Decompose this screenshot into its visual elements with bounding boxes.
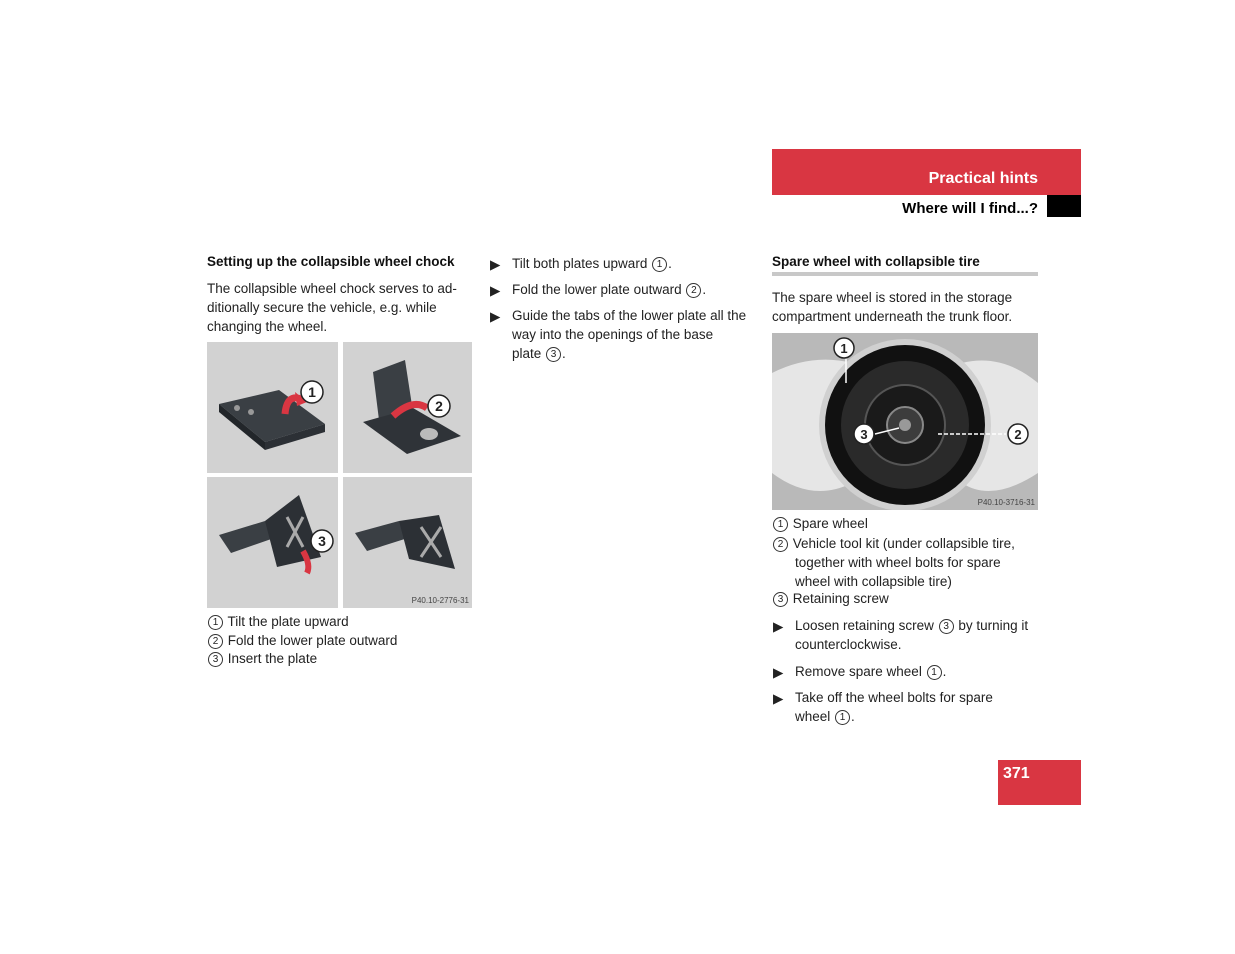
callout-number: 2 [773, 537, 788, 552]
intro-line: The collapsible wheel chock serves to ad- [207, 281, 457, 296]
step-end: . [562, 346, 566, 361]
caption-text: Insert the plate [227, 651, 318, 666]
caption-text: Vehicle tool kit (under collapsible tire, [792, 536, 1015, 551]
caption-text: wheel with collapsible tire) [795, 574, 952, 589]
step-text: Fold the lower plate outward [512, 282, 686, 297]
step-text: by turning it [954, 618, 1029, 633]
step-end: . [851, 709, 855, 724]
image-code: P40.10-2776-31 [411, 596, 469, 605]
caption-text: Fold the lower plate outward [227, 633, 398, 648]
svg-text:1: 1 [308, 384, 316, 400]
subsection-title: Where will I find...? [902, 200, 1038, 217]
step-item [490, 306, 762, 363]
step-text: plate [512, 346, 546, 361]
callout-ref: 3 [546, 347, 561, 362]
step-item [490, 254, 762, 273]
callout-ref: 3 [939, 619, 954, 634]
caption-text: Tilt the plate upward [227, 614, 349, 629]
triangle-right-icon: ▶ [773, 619, 784, 634]
svg-text:2: 2 [1014, 427, 1022, 442]
chock-step3-image [207, 477, 338, 608]
caption-text: together with wheel bolts for spare [795, 555, 1001, 570]
step-end: . [668, 256, 672, 271]
spare-wheel-image [772, 333, 1038, 510]
callout-ref: 2 [686, 283, 701, 298]
triangle-right-icon: ▶ [490, 283, 501, 298]
caption-item [207, 651, 317, 667]
chock-step2-image [343, 342, 472, 473]
callout-number: 3 [208, 652, 223, 667]
caption-item [207, 633, 397, 649]
step-end: . [702, 282, 707, 297]
step-text: wheel [795, 709, 835, 724]
callout-ref: 1 [652, 257, 667, 272]
section-title: Practical hints [928, 170, 1038, 187]
step-item [490, 280, 762, 299]
callout-ref: 1 [927, 665, 942, 680]
step-text: Tilt both plates upward [512, 256, 652, 271]
step-text: Guide the tabs of the lower plate all the [512, 308, 747, 323]
heading-rule [772, 272, 1038, 276]
step-item [773, 662, 1045, 681]
caption-item [772, 591, 889, 607]
intro-line: compartment underneath the trunk floor. [772, 309, 1013, 324]
step-text: Loosen retaining screw [795, 618, 938, 633]
svg-text:1: 1 [840, 341, 848, 356]
triangle-right-icon: ▶ [490, 257, 501, 272]
chock-step1-image [207, 342, 338, 473]
caption-text: Spare wheel [792, 516, 868, 531]
triangle-right-icon: ▶ [773, 691, 784, 706]
wheel-chock-intro [207, 279, 477, 336]
step-text: counterclockwise. [795, 637, 902, 652]
intro-line: ditionally secure the vehicle, e.g. while [207, 300, 437, 315]
step-text: way into the openings of the base [512, 327, 714, 342]
intro-line: changing the wheel. [207, 319, 328, 334]
caption-item [207, 614, 349, 630]
svg-text:3: 3 [860, 427, 868, 442]
callout-number: 1 [208, 615, 223, 630]
step-text: Remove spare wheel [795, 664, 926, 679]
caption-item [772, 534, 1015, 591]
step-item [773, 616, 1045, 654]
header-marker [1047, 195, 1081, 217]
callout-number: 3 [773, 592, 788, 607]
caption-text: Retaining screw [792, 591, 889, 606]
callout-number: 1 [773, 517, 788, 532]
callout-ref: 1 [835, 710, 850, 725]
intro-line: The spare wheel is stored in the storage [772, 290, 1013, 305]
step-text: Take off the wheel bolts for spare [795, 690, 993, 705]
step-text: . [942, 664, 947, 679]
chock-step4-image [343, 477, 472, 608]
step-item [773, 688, 1045, 726]
spare-wheel-heading: Spare wheel with collapsible tire [772, 254, 980, 269]
svg-text:2: 2 [435, 398, 443, 414]
callout-number: 2 [208, 634, 223, 649]
triangle-right-icon: ▶ [773, 665, 784, 680]
caption-item [772, 516, 868, 532]
triangle-right-icon: ▶ [490, 309, 501, 324]
svg-text:3: 3 [318, 533, 326, 549]
page-number: 371 [1003, 765, 1030, 782]
image-code: P40.10-3716-31 [977, 498, 1035, 507]
wheel-chock-heading: Setting up the collapsible wheel chock [207, 254, 455, 269]
spare-wheel-intro [772, 288, 1042, 326]
